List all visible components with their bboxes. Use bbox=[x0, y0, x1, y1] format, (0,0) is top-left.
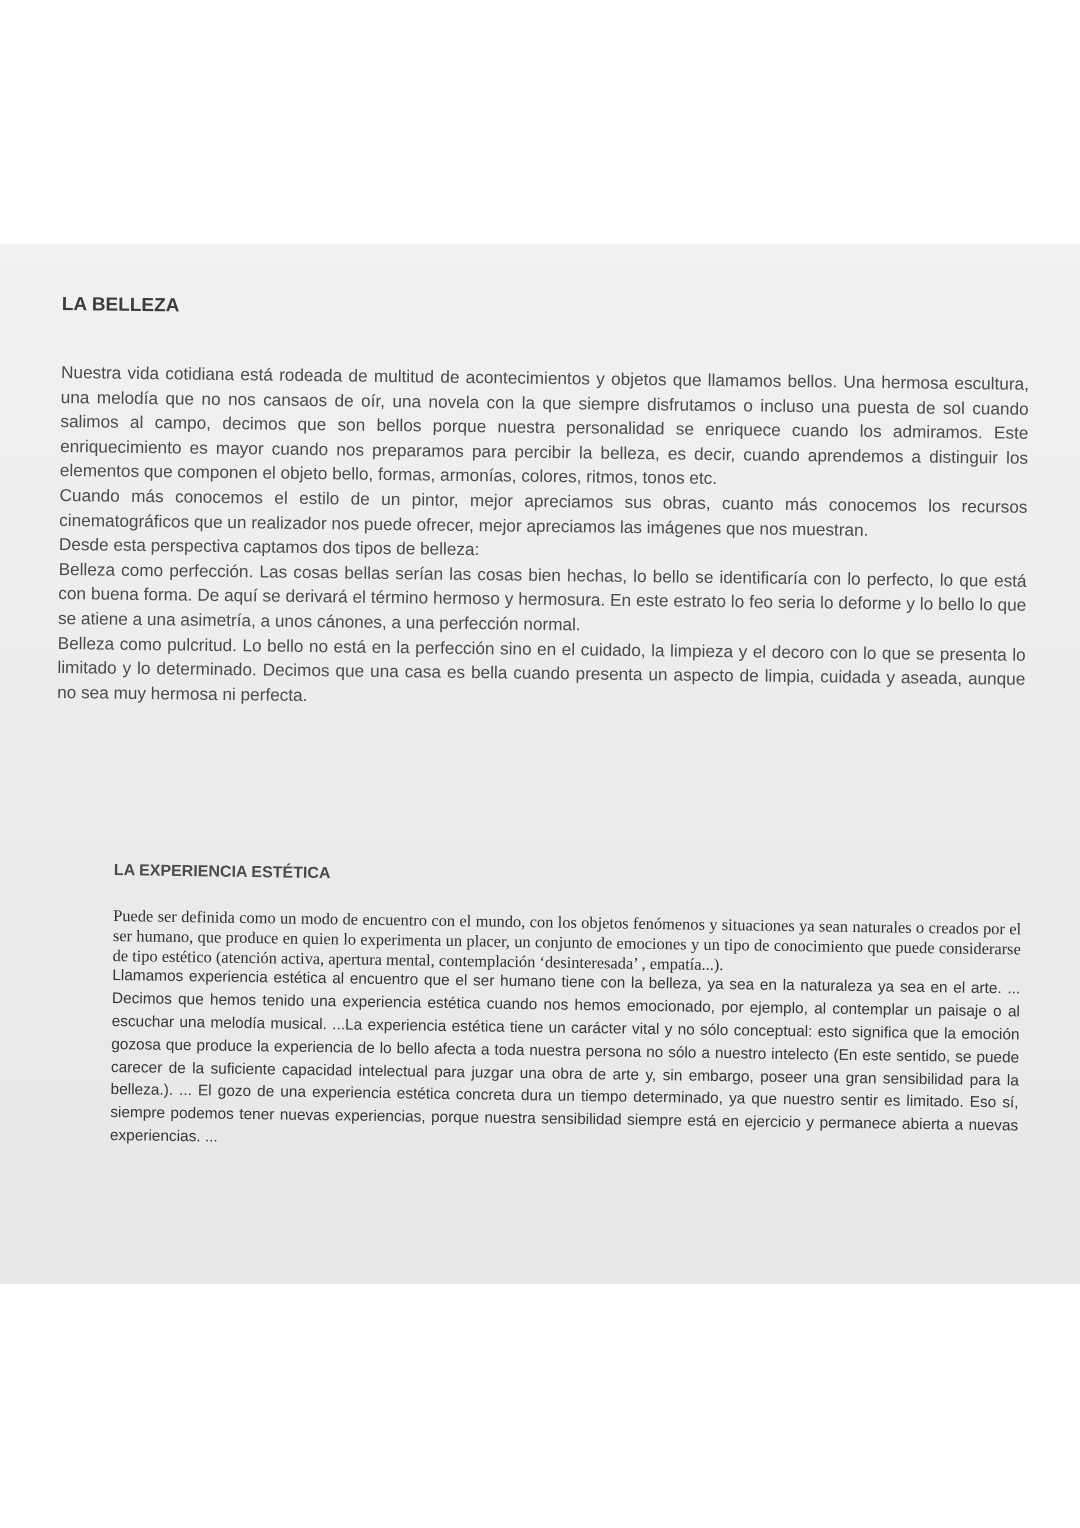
paragraph-perfection: Belleza como perfección. Las cosas bellas serían las cosas bien hechas, lo bello se identificaría con lo perfecto, lo que está con buena forma. De aquí se derivará el término hermoso y hermosura. En este estrato lo feo seria lo deforme y lo bello lo que se atiene a una asimetría, a unos cánones, a una perfección normal. bbox=[57, 558, 1027, 635]
document-title: LA BELLEZA bbox=[61, 294, 180, 317]
section-experiencia-estetica bbox=[110, 862, 1022, 1161]
paragraph-definition: Puede ser definida como un modo de encuentro con el mundo, con los objetos fenómenos y situaciones ya sean naturales o creados por el ser humano, que produce en quien lo experimenta un placer, un conjunto de emociones y un tipo de conocimiento que puede considerarse de tipo estético (atención activa, apertura mental, contemplación ‘desinteresada’ , empatía...). bbox=[112, 905, 1022, 974]
paragraph-pulcritud: Belleza como pulcritud. Lo bello no está en la perfección sino en el cuidado, la limpieza y el decoro con lo que se presenta lo limitado y lo determinado. Decimos que una casa es bella cuando presenta un aspecto de limpia, cuidada y aseada, aunque no sea muy hermosa ni perfecta. bbox=[57, 632, 1026, 705]
section-subtitle: LA EXPERIENCIA ESTÉTICA bbox=[113, 862, 331, 883]
paragraph-perspective: Desde esta perspectiva captamos dos tipos de belleza: bbox=[58, 534, 480, 560]
paragraph-experience: Llamamos experiencia estética al encuentro que el ser humano tiene con la belleza, ya sea en la naturaleza ya sea en el arte. ... Decimos que hemos tenido una experiencia estética cuando nos hemos emocionado, por ejemplo, al contemplar un paisaje o al escuchar una melodía musical. ...La experiencia estética tiene un carácter vital y no sólo conceptual: esto significa que la emoción gozosa que produce la experiencia de lo bello afecta a toda nuestra persona no sólo a nuestro intelecto (En este sentido, se puede carecer de la suficiente capacidad intelectual para juzgar una obra de arte y, sin embargo, poseer una gran sensibilidad para la belleza.). ... El gozo de una experiencia estética concreta dura un tiempo determinado, ya que nuestro sentir es limitado. Eso sí, siempre podemos tener nuevas experiencias, porque nuestra sensibilidad siempre está en ejercicio y permanece abierta a nuevas experiencias. ... bbox=[109, 967, 1021, 1146]
paragraph-intro: Nuestra vida cotidiana está rodeada de multitud de acontecimientos y objetos que llamamos bellos. Una hermosa escultura, una melodía que no nos cansaos de oír, una novela con la que siempre disfrutamos o incluso una puesta de sol cuando salimos al campo, decimos que son bellos porque nuestra personalidad se enriquece cuando los admiramos. Este enriquecimiento es mayor cuando nos preparamos para percibir la belleza, es decir, cuando aprendemos a distinguir los elementos que componen el objeto bello, formas, armonías, colores, ritmos, tonos etc. bbox=[59, 361, 1030, 489]
section-la-belleza bbox=[57, 294, 1030, 716]
document-page bbox=[0, 244, 1080, 1284]
paragraph-style: Cuando más conocemos el estilo de un pintor, mejor apreciamos sus obras, cuanto más conocemos los recursos cinematográficos que un realizador nos puede ofrecer, mejor apreciamos las imágenes que nos muestran. bbox=[59, 484, 1028, 540]
